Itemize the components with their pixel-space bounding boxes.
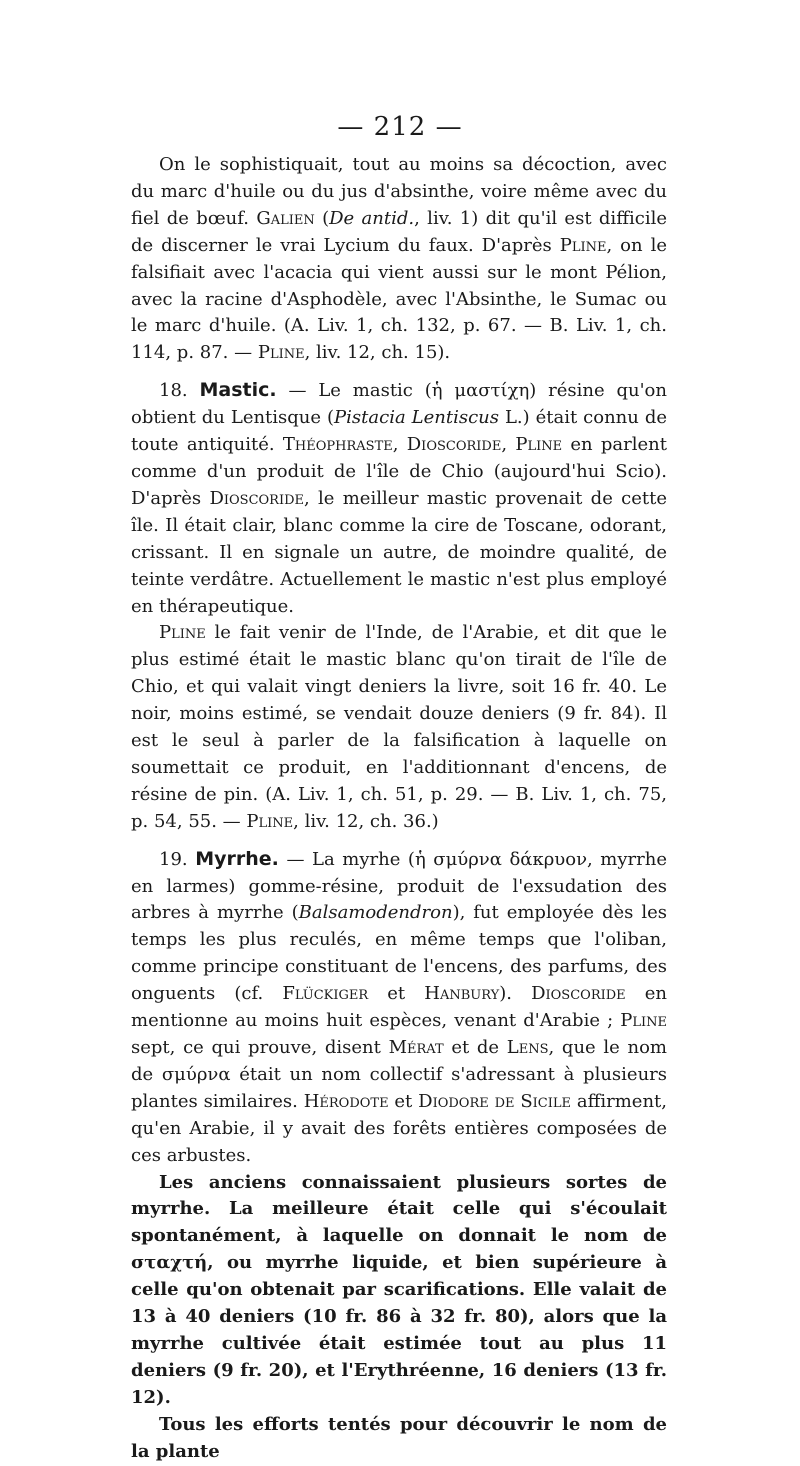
text: Tous les efforts tentés pour découvrir le nom de la plante (131, 1413, 667, 1462)
text: , liv. 12, ch. 15). (304, 342, 451, 364)
text: — La myrhe (ἡ σμύρνα δάκρυον, myrrhe en larmes) gomme-résine, produit de l'exsudation des arbres à myrrhe ( (131, 848, 667, 924)
paragraph-mastic (131, 377, 667, 620)
genus-name: Balsamodendron (298, 902, 453, 924)
author-dioscoride: Dioscoride (406, 434, 502, 456)
author-dioscoride: Dioscoride (209, 487, 305, 509)
text: ( (314, 207, 330, 229)
paragraph-myrrhe (131, 846, 667, 1170)
author-pline: Pline (515, 434, 563, 456)
text: , liv. 12, ch. 36.) (293, 810, 439, 832)
text: et (368, 983, 425, 1005)
author-pline: Pline (159, 622, 206, 644)
page-number: — 212 — (337, 112, 463, 142)
text: affirment, qu'en Arabie, il y avait des forêts entières composées de ces arbustes. (131, 1090, 667, 1166)
text: , (392, 434, 407, 456)
author-diodore: Diodore de Sicile (418, 1090, 571, 1112)
author-galien: Galien (256, 207, 315, 229)
text: On le sophistiquait, tout au moins sa décoction, avec du marc d'huile ou du jus d'absinthe, voire même avec du fiel de bœuf. (131, 154, 667, 229)
text: sept, ce qui prouve, disent (131, 1037, 389, 1058)
author-pline: Pline (246, 810, 294, 832)
author-herodote: Hérodote (303, 1090, 389, 1112)
text: et de (443, 1037, 507, 1058)
entry-heading-mastic: Mastic. (199, 379, 277, 402)
paragraph-lycium-falsification (131, 152, 667, 367)
page-body (131, 152, 667, 1466)
text: , liv. 1) dit qu'il est difficile de discerner le vrai Lycium du faux. D'après (131, 207, 667, 256)
text: en parlent comme d'un produit de l'île de Chio (aujourd'hui Scio). D'après (131, 434, 667, 509)
text: , que le nom de σμύρνα était un nom collectif s'adressant à plusieurs plantes similaires. (131, 1037, 668, 1112)
text: le fait venir de l'Inde, de l'Arabie, et dit que le plus estimé était le mastic blanc qu'on tirait de l'île de Chio, et qui valait vingt deniers la livre, soit 16 fr. 40. Le noir, moins estimé, se vendait douze deniers (9 fr. 84). Il est le seul à parler de la falsification à laquelle on soumettait ce produit, en l'additionnant d'encens, de résine de pin. (A. Liv. 1, ch. 51, p. 29. — B. Liv. 1, ch. 75, p. 54, 55. — (131, 622, 667, 832)
author-pline: Pline (620, 1010, 667, 1032)
entry-number: 19. (159, 848, 196, 870)
work-title: De antid. (329, 207, 415, 229)
author-pline: Pline (559, 234, 607, 256)
text: , on le falsifiait avec l'acacia qui vient aussi sur le mont Pélion, avec la racine d'Asphodèle, avec l'Absinthe, le Sumac ou le marc d'huile. (A. Liv. 1, ch. 132, p. 67. — B. Liv. 1, ch. 114, p. 87. — (131, 234, 667, 364)
author-theophraste: Théophraste (282, 434, 393, 456)
entry-heading-myrrhe: Myrrhe. (195, 847, 279, 870)
text: ). (499, 983, 532, 1005)
entry-number: 18. (159, 380, 200, 402)
author-fluckiger: Flückiger (282, 983, 369, 1005)
author-dioscoride: Dioscoride (531, 983, 626, 1005)
text: — Le mastic (ἡ μαστίχη) résine qu'on obtient du Lentisque ( (131, 380, 667, 429)
text: , le meilleur mastic provenait de cette île. Il était clair, blanc comme la cire de Toscane, odorant, crissant. Il en signale un autre, de moindre qualité, de teinte verdâtre. Actuellement le mastic n'est plus employé en thérapeutique. (131, 487, 667, 617)
author-merat: Mérat (388, 1037, 444, 1058)
paragraph-mastic-pline (131, 620, 667, 835)
text: L.) était connu de toute antiquité. (131, 407, 667, 456)
author-lens: Lens (506, 1037, 549, 1058)
paragraph-myrrhe-plant (131, 1412, 667, 1466)
paragraph-myrrhe-sorts (131, 1170, 667, 1412)
text: en mentionne au moins huit espèces, venant d'Arabie ; (131, 983, 668, 1032)
text: , (501, 434, 516, 456)
species-name: Pistacia Lentiscus (334, 407, 499, 429)
author-hanbury: Hanbury (424, 983, 500, 1005)
text: ), fut employée dès les temps les plus reculés, en même temps que l'oliban, comme principe constituant de l'encens, des parfums, des onguents (cf. (131, 902, 667, 1005)
text: Les anciens connaissaient plusieurs sortes de myrrhe. La meilleure était celle qui s'écoulait spontanément, à laquelle on donnait le nom de σταχτή, ou myrrhe liquide, et bien supérieure à celle qu'on obtenait par scarifications. Elle valait de 13 à 40 deniers (10 fr. 86 à 32 fr. 80), alors que la myrrhe cultivée était estimée tout au plus 11 deniers (9 fr. 20), et l'Erythréenne, 16 deniers (13 fr. 12). (131, 1171, 667, 1408)
text: et (388, 1090, 419, 1112)
author-pline: Pline (257, 342, 305, 364)
